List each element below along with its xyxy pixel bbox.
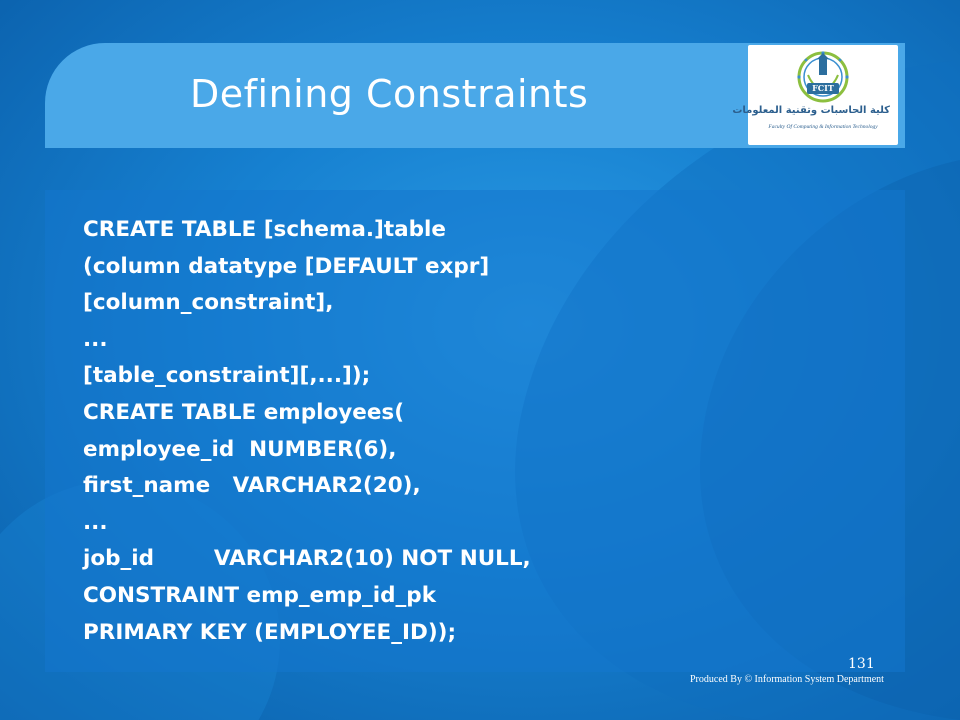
logo-badge-text: FCIT <box>812 83 834 93</box>
logo-arabic-text: كلية الحاسبات وتقنية المعلومات <box>732 105 890 116</box>
code-line: first_name VARCHAR2(20), <box>83 473 421 499</box>
code-line: ... <box>83 326 108 352</box>
code-line: [table_constraint][,...]); <box>83 363 371 389</box>
code-line: CREATE TABLE employees( <box>83 399 405 425</box>
fcit-logo <box>732 45 898 145</box>
code-line: employee_id NUMBER(6), <box>83 436 397 462</box>
code-line: CREATE TABLE [schema.]table <box>83 217 447 242</box>
code-line: CONSTRAINT emp_emp_id_pk <box>83 582 436 608</box>
logo-english-text: Faculty Of Computing & Information Technology <box>768 124 878 130</box>
page-number: 131 <box>848 656 875 672</box>
sql-code-block <box>83 210 531 649</box>
code-line: [column_constraint], <box>83 290 334 316</box>
code-line: PRIMARY KEY (EMPLOYEE_ID)); <box>83 619 457 645</box>
fcit-emblem-icon <box>732 45 898 145</box>
code-line: (column datatype [DEFAULT expr] <box>83 253 490 279</box>
footer-credit: Produced By © Information System Department <box>690 674 884 685</box>
slide-title: Defining Constraints <box>190 72 589 116</box>
code-line: job_id VARCHAR2(10) NOT NULL, <box>83 546 531 572</box>
code-line: ... <box>83 509 108 535</box>
